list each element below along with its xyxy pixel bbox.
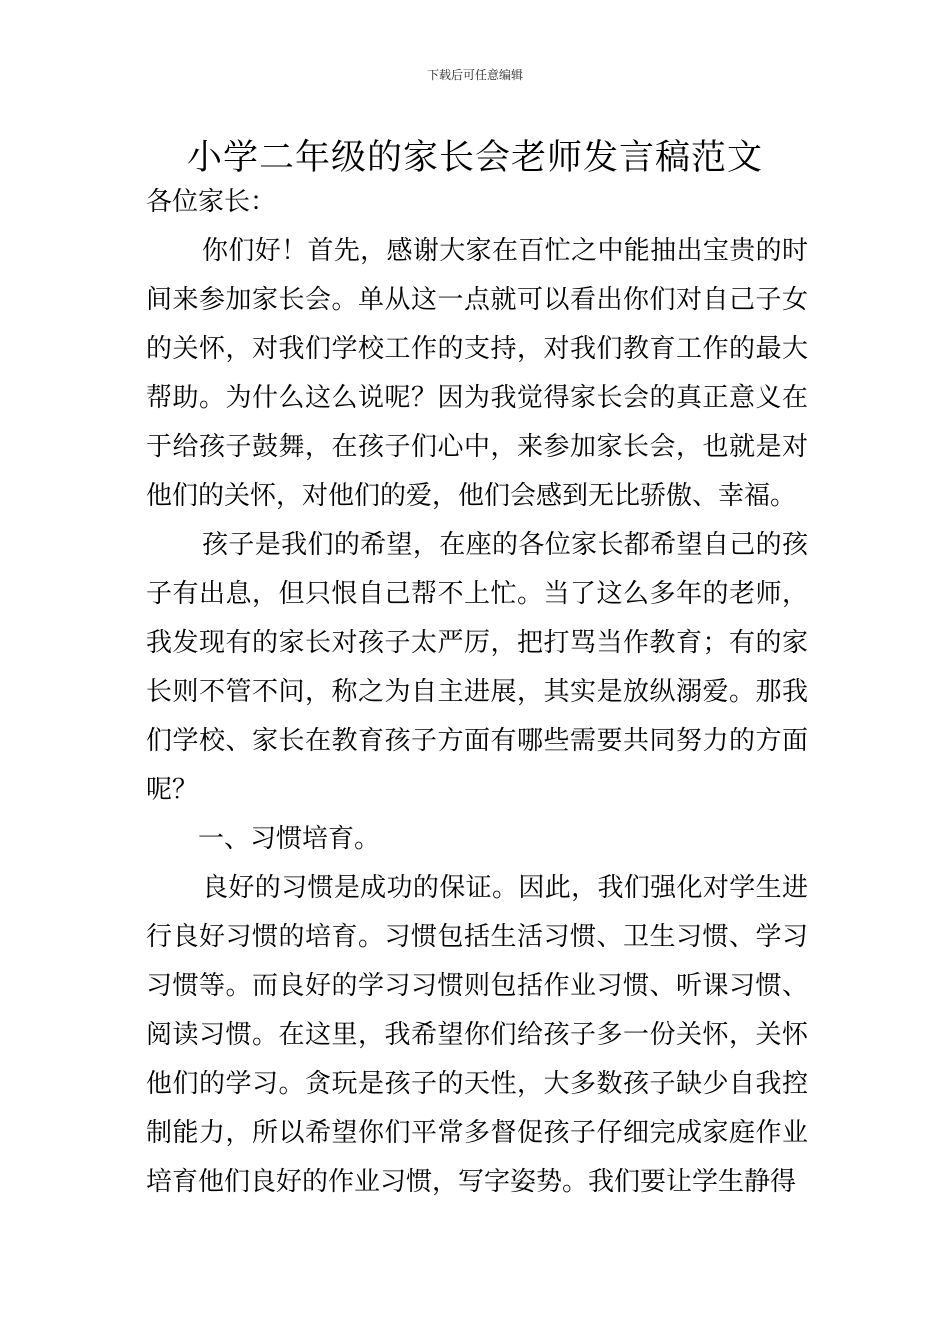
paragraph-habits: 良好的习惯是成功的保证。因此，我们强化对学生进行良好习惯的培育。习惯包括生活习惯、卫生习惯、学习习惯等。而良好的学习习惯则包括作业习惯、听课习惯、阅读习惯。在这里，我希望你们给孩子多一份关怀，关怀他们的学习。贪玩是孩子的天性，大多数孩子缺少自我控制能力，所以希望你们平常多督促孩子仔细完成家庭作业培育他们良好的作业习惯，写字姿势。我们要让学生静得 — [146, 873, 808, 1197]
paragraph-hope: 孩子是我们的希望，在座的各位家长都希望自己的孩子有出息，但只恨自己帮不上忙。当了这么多年的老师，我发现有的家长对孩子太严厉，把打骂当作教育；有的家长则不管不问，称之为自主进展，其实是放纵溺爱。那我们学校、家长在教育孩子方面有哪些需要共同努力的方面呢？ — [146, 530, 808, 805]
salutation: 各位家长： — [146, 187, 277, 217]
section-heading-habits: 一、习惯培育。 — [198, 824, 381, 854]
header-note: 下载后可任意编辑 — [426, 68, 523, 82]
document-title: 小学二年级的家长会老师发言稿范文 — [186, 138, 763, 178]
paragraph-greeting: 你们好！首先，感谢大家在百忙之中能抽出宝贵的时间来参加家长会。单从这一点就可以看出你们对自己子女的关怀，对我们学校工作的支持，对我们教育工作的最大帮助。为什么这么说呢？因为我觉得家长会的真正意义在于给孩子鼓舞，在孩子们心中，来参加家长会，也就是对他们的关怀，对他们的爱，他们会感到无比骄傲、幸福。 — [146, 236, 808, 511]
document-body — [146, 178, 808, 1207]
